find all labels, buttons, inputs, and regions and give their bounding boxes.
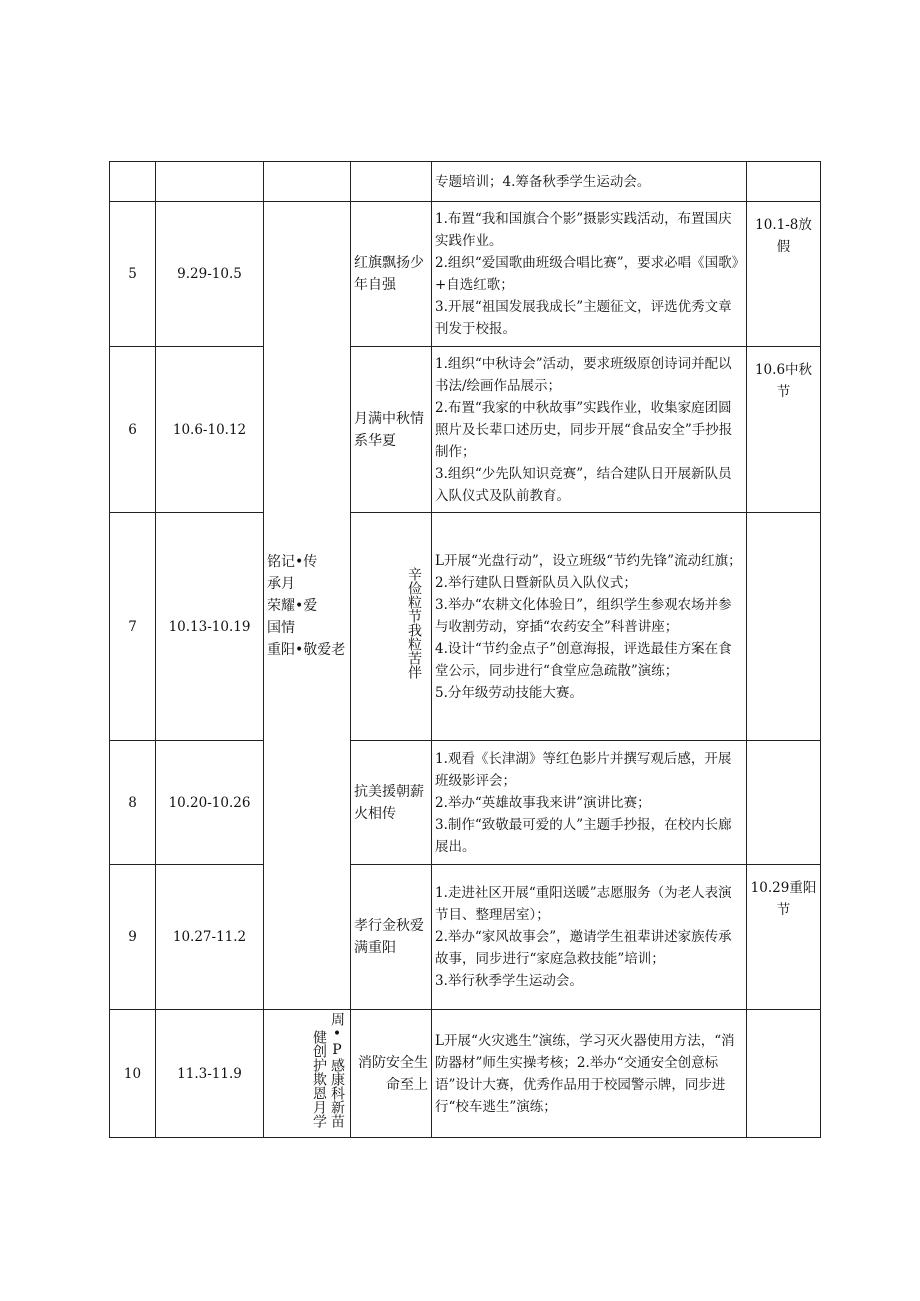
- week-note: [747, 1010, 821, 1138]
- month-theme-line: 荣耀•爱: [267, 597, 318, 614]
- week-number: 5: [110, 202, 156, 347]
- month-theme-line: 承月: [267, 575, 295, 592]
- week-note: [747, 162, 821, 202]
- week-note: 10.1-8放假: [747, 202, 821, 347]
- week-dates: 10.20-10.26: [156, 741, 264, 865]
- activity-item: 2.举办“英雄故事我来讲”演讲比赛；: [435, 794, 651, 811]
- week-number: 9: [110, 865, 156, 1010]
- activity-item: 4.设计“节约金点子”创意海报，评选最佳方案在食堂公示，同步进行“食堂应急疏散”演练；: [435, 640, 732, 679]
- table-row: [110, 162, 821, 202]
- week-activities: [432, 741, 747, 865]
- table-row: [110, 741, 821, 865]
- week-dates: 9.29-10.5: [156, 202, 264, 347]
- week-note: [747, 741, 821, 865]
- week-note: 10.6中秋节: [747, 347, 821, 513]
- activity-item: L开展“火灾逃生”演练，学习灭火器使用方法，“消防器材”师生实操考核；2.举办“交通安全创意标语”设计大赛，优秀作品用于校园警示牌，同步进行“校车逃生”演练；: [435, 1032, 735, 1115]
- activity-item: 1.走进社区开展“重阳送暖”志愿服务（为老人表演节目、整理居室）；: [435, 885, 732, 923]
- week-activities: [432, 513, 747, 741]
- month-theme-october: [264, 202, 351, 1010]
- activity-item: 3.举行秋季学生运动会。: [435, 973, 583, 989]
- week-subtheme: 抗美援朝薪火相传: [351, 741, 432, 865]
- week-dates: 11.3-11.9: [156, 1010, 264, 1138]
- week-number: [110, 162, 156, 202]
- activity-item: L开展“光盘行动”，设立班级“节约先锋”流动红旗；: [435, 552, 742, 569]
- week-subtheme: [351, 162, 432, 202]
- week-number: 8: [110, 741, 156, 865]
- week-activities: [432, 202, 747, 347]
- week-dates: 10.13-10.19: [156, 513, 264, 741]
- table-row: [110, 202, 821, 347]
- activity-item: 专题培训；4.筹备秋季学生运动会。: [435, 173, 651, 190]
- activity-item: 2.举行建队日暨新队员入队仪式；: [435, 574, 637, 591]
- activity-plan-table: [109, 161, 821, 1138]
- week-note: [747, 513, 821, 741]
- week-dates: 10.27-11.2: [156, 865, 264, 1010]
- activity-item: 3.开展“祖国发展我成长”主题征文，评选优秀文章刊发于校报。: [435, 299, 732, 337]
- week-number: 7: [110, 513, 156, 741]
- week-dates: [156, 162, 264, 202]
- activity-item: 2.组织“爱国歌曲班级合唱比赛”，要求必唱《国歌》+自选红歌；: [435, 255, 739, 293]
- table-row: [110, 1010, 821, 1138]
- activity-item: 3.举办“农耕文化体验日”，组织学生参观农场并参与收割劳动，穿插“农药安全”科普讲座；: [435, 596, 732, 635]
- activity-item: 3.组织“少先队知识竞赛”，结合建队日开展新队员入队仪式及队前教育。: [435, 465, 732, 504]
- month-theme-november: [264, 1010, 351, 1138]
- month-theme: [264, 162, 351, 202]
- month-theme-line: 国情: [267, 619, 295, 636]
- week-subtheme: 辛俭粒节我粒苦伴: [406, 567, 422, 679]
- week-subtheme: 红旗飘扬少年自强: [351, 202, 432, 347]
- week-activities: [432, 865, 747, 1010]
- week-subtheme: 孝行金秋爱满重阳: [351, 865, 432, 1010]
- month-theme-line: 铭记•传: [267, 553, 318, 570]
- activity-item: 1.观看《长津湖》等红色影片并撰写观后感，开展班级影评会；: [435, 750, 732, 789]
- week-activities: [432, 1010, 747, 1138]
- activity-item: 3.制作“致敬最可爱的人”主题手抄报，在校内长廊展出。: [435, 816, 732, 855]
- table-row: [110, 513, 821, 741]
- week-subtheme-vertical: [351, 513, 432, 741]
- week-number: 10: [110, 1010, 156, 1138]
- week-subtheme: 消防安全生命至上: [351, 1010, 432, 1138]
- activity-item: 1.布置“我和国旗合个影”摄影实践活动，布置国庆实践作业。: [435, 211, 732, 249]
- week-number: 6: [110, 347, 156, 513]
- week-subtheme: 月满中秋情系华夏: [351, 347, 432, 513]
- activity-item: 2.布置“我家的中秋故事”实践作业，收集家庭团圆照片及长辈口述历史，同步开展“食品安全”手抄报制作；: [435, 399, 733, 460]
- month-theme-line: 周•P感康科新苗: [329, 1012, 345, 1128]
- week-note: 10.29重阳节: [747, 865, 821, 1010]
- week-activities: [432, 347, 747, 513]
- week-activities: [432, 162, 747, 202]
- week-dates: 10.6-10.12: [156, 347, 264, 513]
- table-row: [110, 347, 821, 513]
- activity-item: 5.分年级劳动技能大赛。: [435, 684, 583, 701]
- month-theme-line: 重阳•敬爱老: [267, 641, 346, 658]
- activity-item: 1.组织“中秋诗会”活动，要求班级原创诗词并配以书法/绘画作品展示；: [435, 355, 732, 394]
- month-theme-line: 健创护欺恩月学: [311, 1030, 327, 1128]
- activity-item: 2.举办“家风故事会”，邀请学生祖辈讲述家族传承故事，同步进行“家庭急救技能”培训；: [435, 929, 732, 967]
- table-row: [110, 865, 821, 1010]
